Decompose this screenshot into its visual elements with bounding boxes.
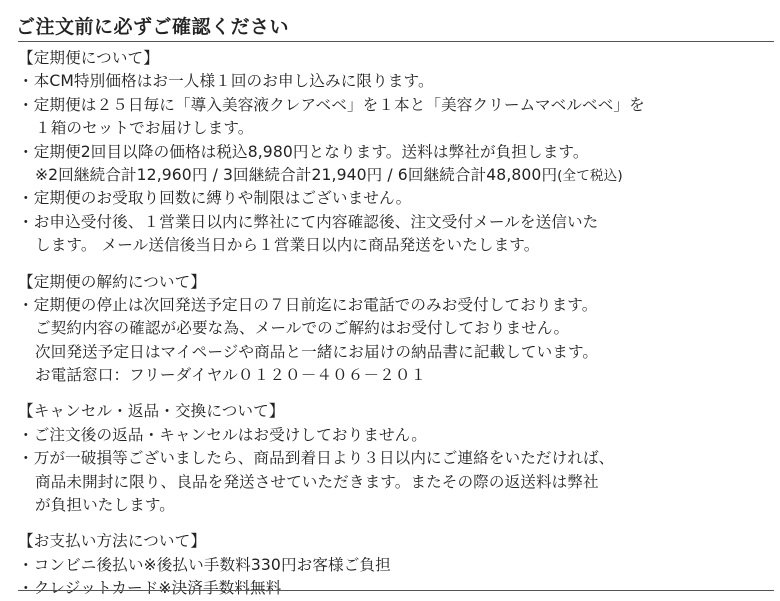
section-heading: 【定期便について】 bbox=[18, 49, 159, 67]
tax-included-note: (全て税込) bbox=[557, 167, 623, 184]
section-line: ご契約内容の確認が必要な為、メールでのご解約はお受付しておりません。 bbox=[35, 319, 570, 338]
section-line: ・万が一破損等ございましたら、商品到着日より３日以内にご連絡をいただければ、 bbox=[18, 449, 615, 468]
section-line: ・ご注文後の返品・キャンセルはお受けしておりません。 bbox=[18, 425, 427, 444]
section-line: 次回発送予定日はマイページや商品と一緒にお届けの納品書に記載しています。 bbox=[35, 342, 599, 361]
section-line: ・本CM特別価格はお一人様１回のお申し込みに限ります。 bbox=[18, 72, 434, 91]
section-line: ・定期便のお受取り回数に縛りや制限はございません。 bbox=[18, 189, 412, 208]
title-divider bbox=[18, 41, 774, 42]
section-line: ・定期便の停止は次回発送予定日の７日前迄にお電話でのみお受付しております。 bbox=[18, 295, 598, 314]
section-heading: 【お支払い方法について】 bbox=[18, 532, 207, 551]
price-summary-line bbox=[18, 164, 774, 187]
section-heading: 【キャンセル・返品・交換について】 bbox=[18, 402, 285, 421]
section-line: ・定期便は２５日毎に「導入美容液クレアベベ」を１本と「美容クリームマベルベベ」を bbox=[18, 95, 645, 114]
section-line: ・定期便2回目以降の価格は税込8,980円となります。送料は弊社が負担します。 bbox=[18, 142, 589, 161]
phone-contact: お電話窓口：フリーダイヤル０１２０－４０６－２０１ bbox=[35, 366, 427, 385]
section-line: ・クレジットカード※決済手数料無料 bbox=[18, 579, 282, 598]
section-line: １箱のセットでお届けします。 bbox=[35, 119, 254, 138]
section-line: 商品未開封に限り、良品を発送させていただきます。またその際の返送料は弊社 bbox=[35, 472, 599, 491]
section-heading: 【定期便の解約について】 bbox=[18, 272, 207, 291]
page-title: ご注文前に必ずご確認ください bbox=[16, 16, 290, 38]
notice-content bbox=[18, 47, 774, 601]
price-summary-text: ※2回継続合計12,960円 / 3回継続合計21,940円 / 6回継続合計48,800円 bbox=[35, 165, 558, 184]
section-returns bbox=[18, 400, 774, 517]
section-line: します。 メール送信後当日から１営業日以内に商品発送をいたします。 bbox=[35, 236, 540, 255]
section-line: ・お申込受付後、１営業日以内に弊社にて内容確認後、注文受付メールを送信いた bbox=[18, 212, 599, 231]
section-subscription bbox=[18, 47, 774, 258]
section-line: が負担いたします。 bbox=[35, 496, 175, 515]
order-notice bbox=[12, 0, 774, 598]
section-cancellation bbox=[18, 271, 774, 388]
section-line: ・コンビニ後払い※後払い手数料330円お客様ご負担 bbox=[18, 555, 391, 574]
bottom-divider bbox=[18, 590, 774, 591]
